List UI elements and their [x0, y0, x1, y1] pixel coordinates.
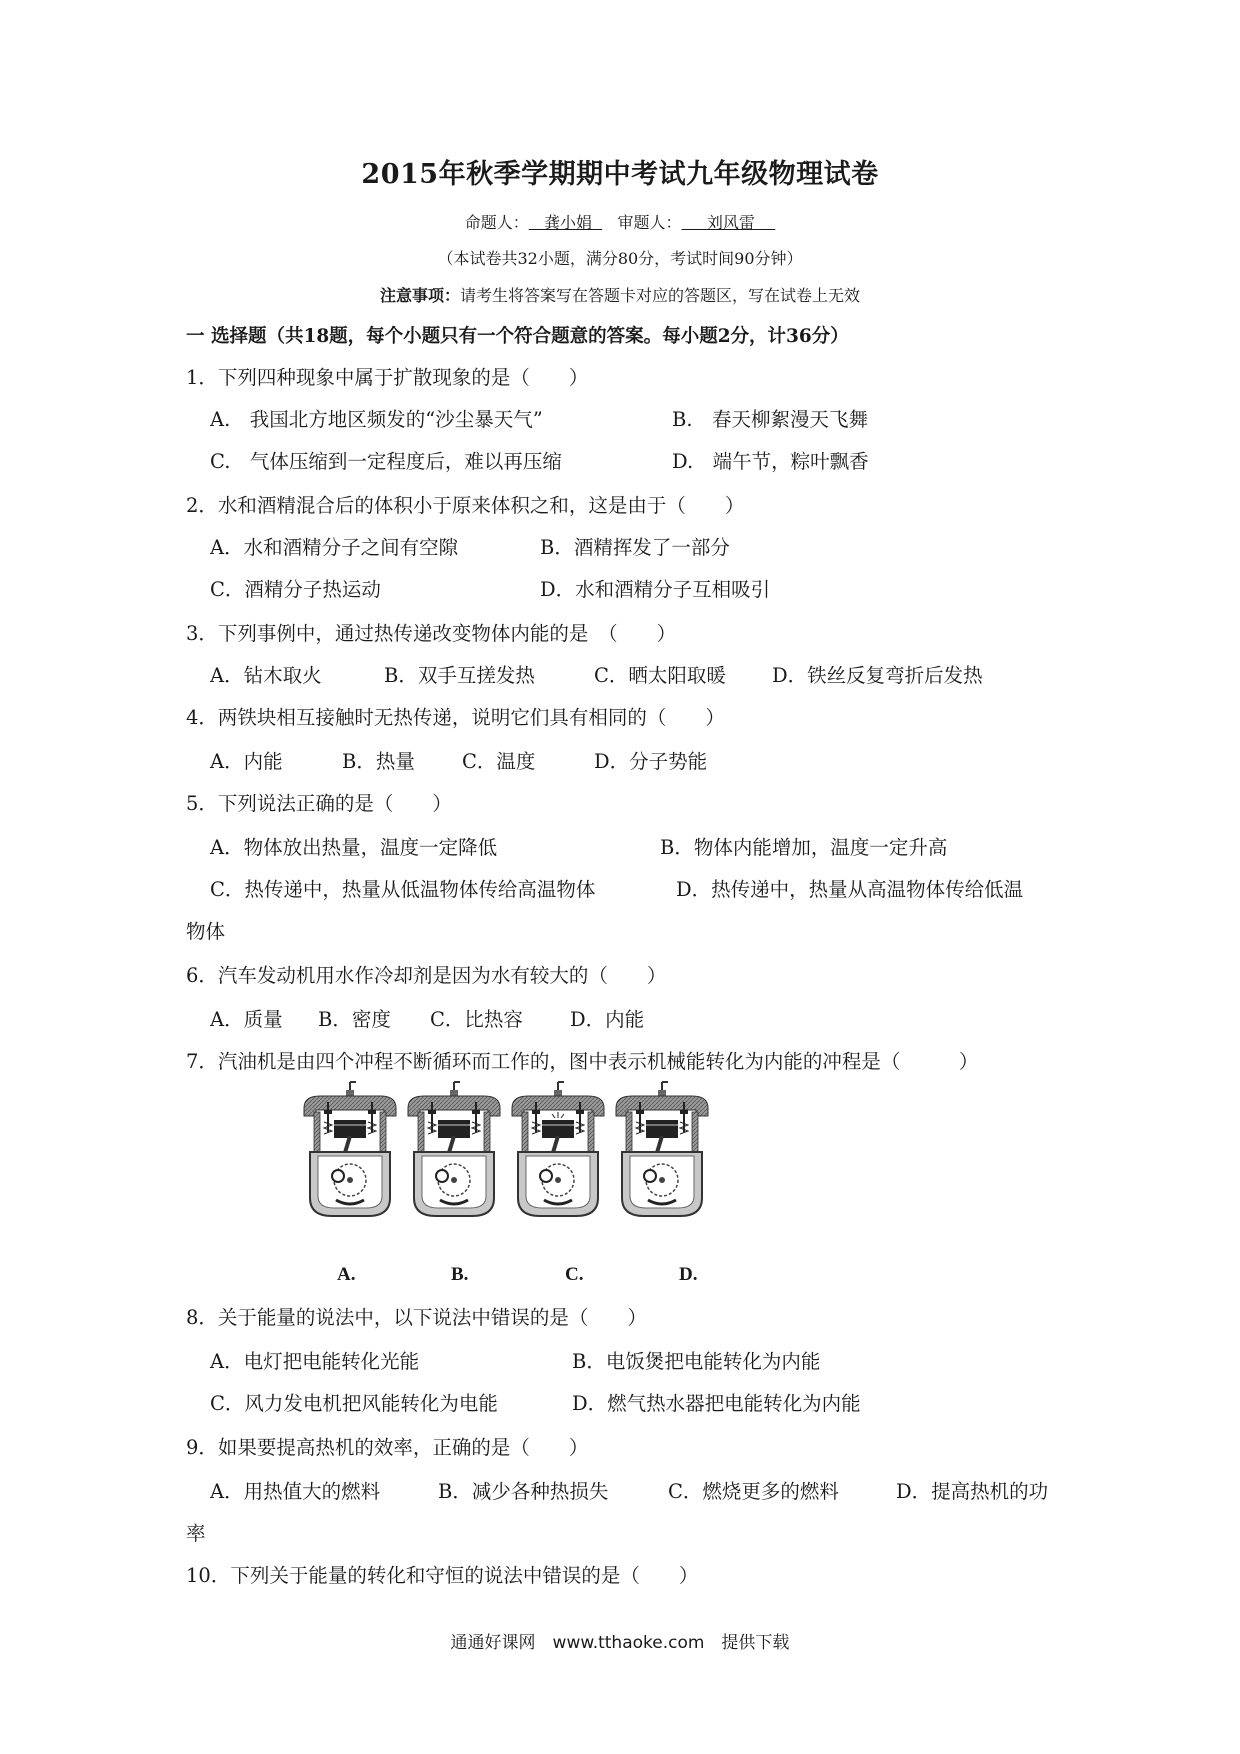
option: C．风力发电机把风能转化为电能: [210, 1392, 498, 1415]
figure-label-d: D.: [679, 1264, 698, 1285]
notice: [0, 283, 1240, 306]
engine-strokes-figure: [300, 1080, 780, 1220]
figure-label-a: A.: [337, 1264, 356, 1285]
option: D．热传递中，热量从高温物体传给低温: [676, 878, 1024, 901]
option: C. 气体压缩到一定程度后，难以再压缩: [210, 450, 562, 473]
option: A. 我国北方地区频发的“沙尘暴天气”: [210, 408, 543, 431]
option: D．铁丝反复弯折后发热: [772, 664, 983, 687]
figure-label-c: C.: [565, 1264, 584, 1285]
page-footer: 通通好课网 www.tthaoke.com 提供下载: [450, 1633, 790, 1653]
option: D. 端午节，粽叶飘香: [672, 450, 869, 473]
option-continuation: 率: [186, 1522, 206, 1545]
figure-label-b: B.: [451, 1264, 469, 1285]
question-stem: 6．汽车发动机用水作冷却剂是因为水有较大的（ ）: [186, 964, 667, 987]
option: B．减少各种热损失: [438, 1480, 609, 1503]
option: B．双手互搓发热: [384, 664, 535, 687]
page-title: 2015年秋季学期期中考试九年级物理试卷: [361, 159, 879, 190]
question-stem: 10．下列关于能量的转化和守恒的说法中错误的是（ ）: [186, 1564, 699, 1587]
option: D．燃气热水器把电能转化为内能: [572, 1392, 861, 1415]
option: B．酒精挥发了一部分: [540, 536, 730, 559]
option: B．电饭煲把电能转化为内能: [572, 1350, 821, 1373]
option: B．热量: [342, 750, 415, 773]
question-stem: 9．如果要提高热机的效率，正确的是（ ）: [186, 1436, 589, 1459]
exam-info: （本试卷共32小题，满分80分，考试时间90分钟）: [437, 249, 803, 268]
option: D．水和酒精分子互相吸引: [540, 578, 771, 601]
question-stem: 5．下列说法正确的是（ ）: [186, 792, 452, 815]
option-continuation: 物体: [186, 920, 226, 943]
option: C．热传递中，热量从低温物体传给高温物体: [210, 878, 596, 901]
option: C．温度: [462, 750, 536, 773]
option: C．燃烧更多的燃料: [668, 1480, 839, 1503]
question-stem: 4．两铁块相互接触时无热传递，说明它们具有相同的（ ）: [186, 706, 725, 729]
setter-label: 命题人：: [464, 213, 529, 232]
question-stem: 7．汽油机是由四个冲程不断循环而工作的，图中表示机械能转化为内能的冲程是（ ）: [186, 1050, 979, 1073]
option: B．密度: [318, 1008, 391, 1031]
option: A．内能: [210, 750, 283, 773]
option: C．晒太阳取暖: [594, 664, 726, 687]
option: A．物体放出热量，温度一定降低: [210, 836, 498, 859]
option: A．电灯把电能转化光能: [210, 1350, 420, 1373]
reviewer-name: 刘风雷: [706, 213, 755, 232]
option: A．用热值大的燃料: [210, 1480, 381, 1503]
question-stem: 1．下列四种现象中属于扩散现象的是（ ）: [186, 366, 589, 389]
setter-name: 龚小娟: [544, 213, 593, 232]
section-heading: 一 选择题（共18题，每个小题只有一个符合题意的答案。每小题2分，计36分）: [186, 326, 849, 347]
option: A．钻木取火: [210, 664, 322, 687]
question-stem: 8．关于能量的说法中，以下说法中错误的是（ ）: [186, 1306, 647, 1329]
question-stem: 3．下列事例中，通过热传递改变物体内能的是 （ ）: [186, 622, 677, 645]
option: D．分子势能: [594, 750, 708, 773]
option: A．水和酒精分子之间有空隙: [210, 536, 459, 559]
notice-label: 注意事项：: [379, 286, 460, 305]
option: D．内能: [570, 1008, 645, 1031]
option: A．质量: [210, 1008, 283, 1031]
question-stem: 2．水和酒精混合后的体积小于原来体积之和，这是由于（ ）: [186, 494, 745, 517]
notice-text: 请考生将答案写在答题卡对应的答题区，写在试卷上无效: [460, 286, 861, 305]
option: D．提高热机的功: [896, 1480, 1049, 1503]
option: B．物体内能增加，温度一定升高: [660, 836, 948, 859]
option: C．酒精分子热运动: [210, 578, 381, 601]
reviewer-label: 审题人：: [617, 213, 682, 232]
option: B. 春天柳絮漫天飞舞: [672, 408, 869, 431]
option: C．比热容: [430, 1008, 523, 1031]
author-line: [0, 210, 1240, 233]
